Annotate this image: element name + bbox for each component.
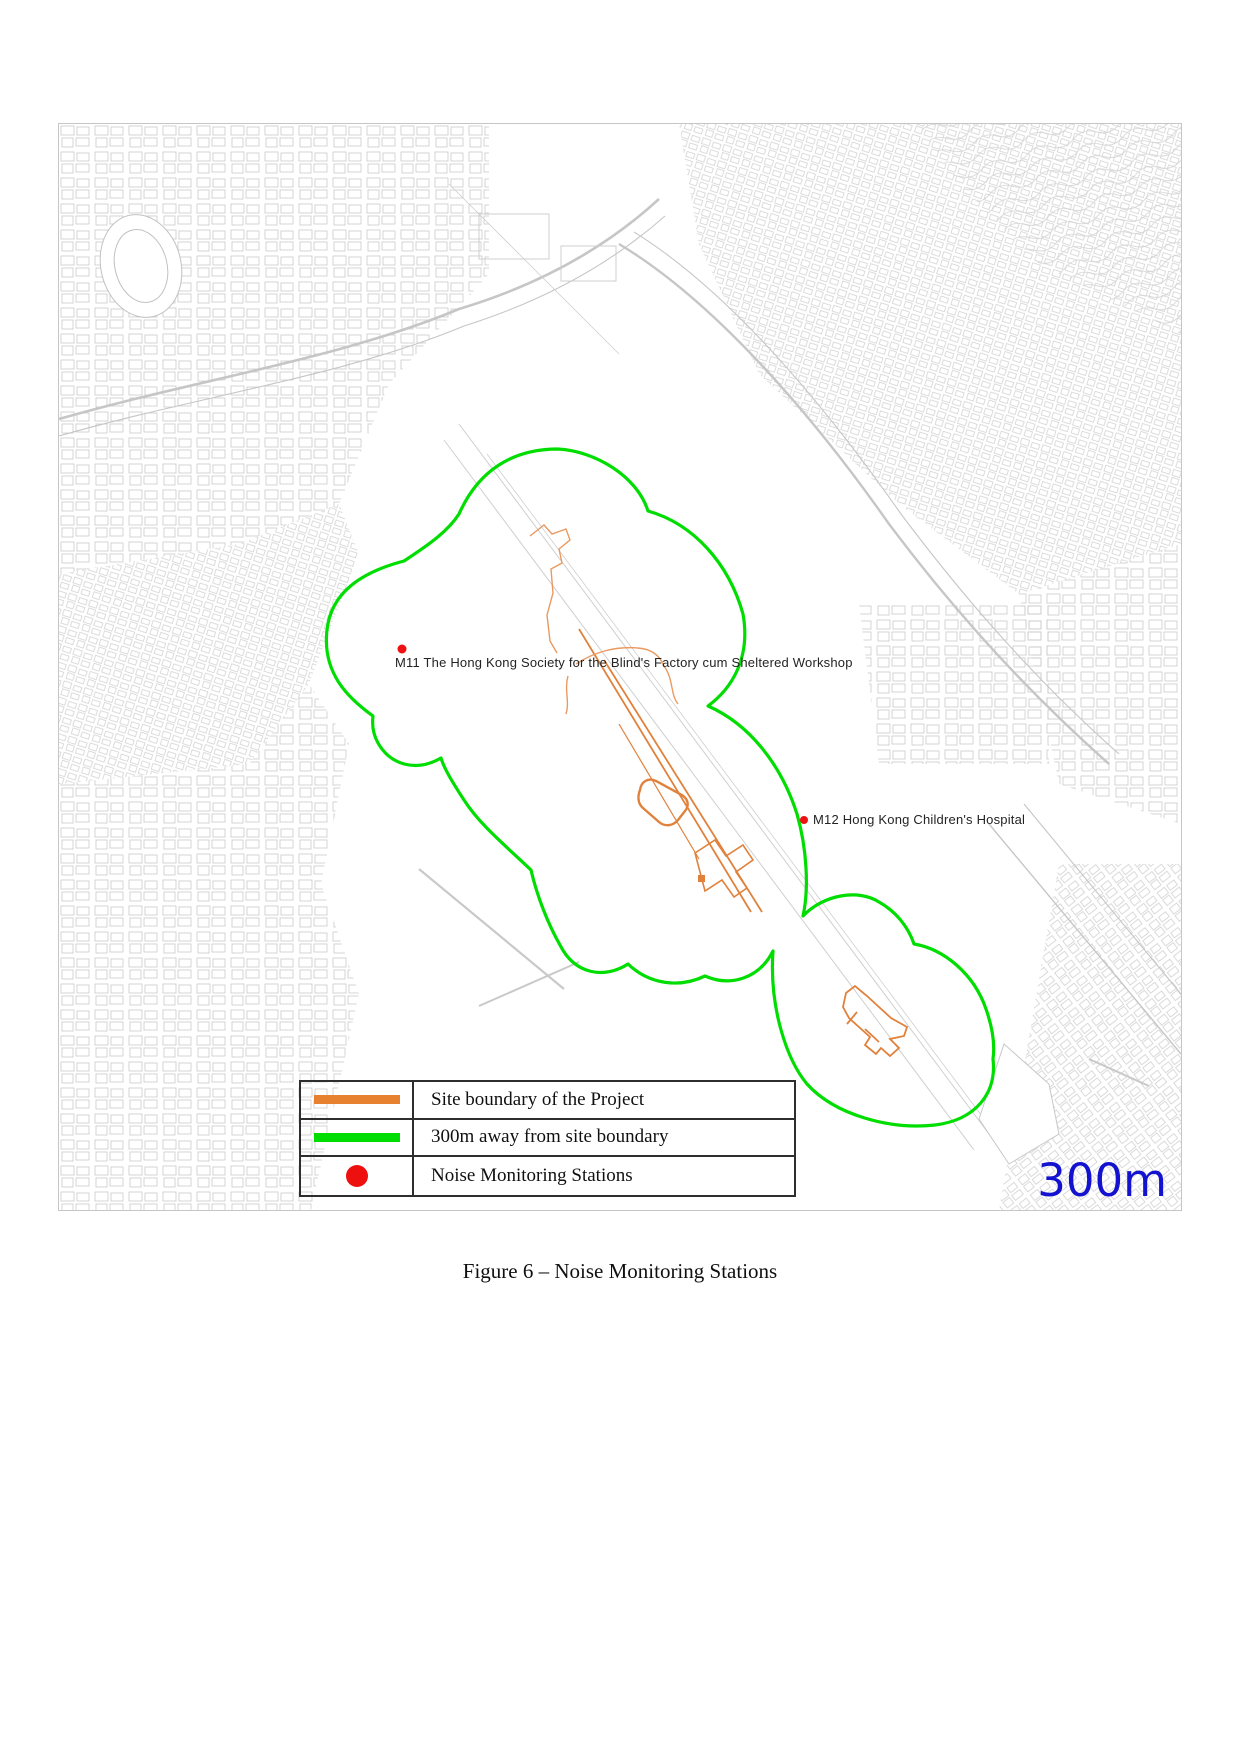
station-marker-m11: [398, 645, 407, 654]
buffer-300m-swatch-icon: [314, 1133, 400, 1142]
map-legend: [299, 1080, 796, 1197]
legend-label-site-boundary: Site boundary of the Project: [414, 1082, 794, 1120]
station-label-m12: M12 Hong Kong Children's Hospital: [813, 812, 1026, 827]
noise-station-dot-icon: [346, 1165, 368, 1187]
scale-label: 300m: [1037, 1154, 1167, 1207]
figure-caption: Figure 6 – Noise Monitoring Stations: [462, 1259, 778, 1283]
legend-label-buffer-300m: 300m away from site boundary: [414, 1120, 794, 1158]
site-boundary-swatch-icon: [314, 1095, 400, 1104]
legend-swatch-cell: [301, 1120, 414, 1158]
station-marker-m12: [800, 816, 808, 824]
legend-swatch-cell: [301, 1082, 414, 1120]
station-label-m11: M11 The Hong Kong Society for the Blind's Factory cum Sheltered Workshop: [395, 655, 853, 670]
legend-label-stations: Noise Monitoring Stations: [414, 1157, 794, 1195]
legend-swatch-cell: [301, 1157, 414, 1195]
map-figure: [58, 123, 1182, 1211]
